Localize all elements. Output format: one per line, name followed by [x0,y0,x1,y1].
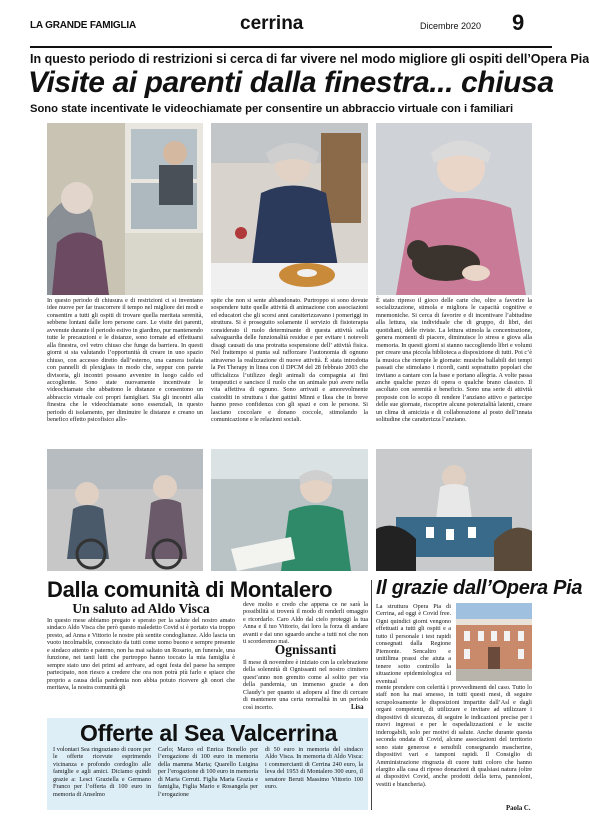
publication-name: LA GRANDE FAMIGLIA [30,20,137,31]
operapia-text-wrap: La struttura Opera Pia di Cerrina, ad oggi è Covid free. Ogni quindici giorni vengono effettuati a tutti gli ospiti e a tutto il personale i test rapidi consegnati dalla Regione Piemonte. Sencaltro e unitilima prassi che aiuta a tenere sotto controllo la situazione epidemiologica ed eventual [376,603,451,685]
page-number: 9 [512,10,525,35]
article-kicker: In questo periodo di restrizioni si cerca di far vivere nel modo migliore gli ospiti dell’Opera Pia [30,52,589,66]
article-deck: Sono state incentivate le videochiamate per consentire un abbraccio virtuale con i familiari [30,103,514,115]
offerte-column-1: I volontari Sea ringraziano di cuore per le offerte ricevute esprimendo vicinanza e profondo cordoglio alle famiglie e agli amici. Diciamo quindi grazie a: Lesci Graziella e Germano Franco per l’offerta di 100 euro in memoria di Anselmo [53,746,151,798]
header-rule [30,46,552,48]
operapia-signature: Paola C. [506,805,531,812]
ognissanti-text: Il mese di novembre è iniziato con la celebrazione della solennità di Ognissanti nel nostro cimitero quest’anno non gremito come al solito per via della pandemia, un immenso grazie a don Claudy’s per quanto si adopera al fine di cercare di mantenere una certa normalità in un periodo così incerto. [243,659,368,711]
card-game-photo [376,449,532,571]
window-visit-photo [47,123,203,295]
operapia-text: mente prendere con celerità i provvedimenti del caso. Tutto lo staff non ha mai smesso, in tutti questi mesi, di seguire scrupolosamente le disposizioni impartite dall’Asl e dagli organi competenti, di utilizzare e invitare ad utilizzare i dispositivi di sicurezza, di seguire le indicazioni precise per i nuovi ingressi e per le ospedalizzazioni e le uscite inderogabili, solo per motivi di salute. Anche durante questa seconda ondata di Covid, alcune associazioni del territorio sono state generose e sensibili consegnando mascherine, dispositivi vari e tamponi rapidi. Il Consiglio di Amministrazione ringrazia di cuore tutti coloro che hanno elargito alla casa di riposo donazioni di qualsiasi natura (oltre ai dispositivi Covid, anche prodotti della terra, pannoloni, vestiti e biancheria). [376,684,532,788]
montalero-subtitle: Un saluto ad Aldo Visca [72,601,210,616]
offerte-column-3: di 50 euro in memoria del sindaco Aldo Visca. In memoria di Aldo Visca: i commercianti di Cerrina 240 euro, la leva del 1953 di Montalero 300 euro, il senatore Beruti Massimo Vittorio 100 euro. [265,746,363,791]
offerte-title: Offerte al Sea Valcerrina [80,720,338,746]
woman-with-cat-photo [376,123,532,295]
town-name: cerrina [240,13,304,34]
residents-wheelchairs-photo [47,449,203,571]
column-rule [371,580,372,810]
montalero-signature: Lisa [351,704,364,711]
issue-date: Dicembre 2020 [420,21,482,31]
article-column-2: spite che non si sente abbandonato. Purtroppo si sono dovute sospendere tutte quelle attività di animazione con associazioni ed educatori che gli scorsi anni caratterizzavano i pomeriggi in struttura. Si è proseguito solamente il servizio di fisioterapia considerato il ruolo determinante di questa attività sulla salvaguardia delle funzionalità residue e per evitare i notevoli disagi causati da una protratta sospensione dell’ attività fisica. Nel frattempo si punta sul rafforzare l’autonomia di ognuno attraverso la realizzazione di nuove attività. È stata introdotta la Pet Therapy in linea con il DPCM del 28 febbraio 2003 che ufficializza l’utilizzo degli animali da compagnia ai fini terapeutici e sancisce il ruolo che un animale può avere nella vita affettiva di ognuno. Sono arrivati e amorevolmente custoditi in struttura i due gattini Minni e Ikea che in breve hanno preso confidenza con gli spazi e con le persone. Si lasciano coccolare e donano coccole, stimolando la comunicazione e le relazioni sociali. [211,297,368,424]
montalero-section-title: Dalla comunità di Montalero [47,577,333,602]
operapia-title: Il grazie dall’Opera Pia [376,577,583,599]
montalero-column-1: In questo mese abbiamo pregato e sperato per la salute del nostro amato sindaco Aldo Visca che però questo maledetto Covid si è portato via troppo presto, ad Anna e Vittorio le nostre più sentite condoglianze. Aldo lascia un vuoto incolmabile, conosciuto da tutti come uomo buono e sempre presente e sindaco attento e paterno, non ha mai saltato un Rosario, un funerale, una funzione, nei tanti lutti che purtroppo hanno toccato la mia famiglia è sempre stato uno dei primi ad arrivare, ad ogni festa del paese ha sempre partecipato, non riesco a credere che ora non potrà più farlo e spiace che proprio a causa della pandemia non abbia potuto ricevere gli onori che meritava, la nostra comunità gli [47,617,235,692]
woman-reading-photo [211,449,368,571]
article-headline: Visite ai parenti dalla finestra... chiusa [28,66,554,99]
article-column-1: In questo periodo di chiusura e di restrizioni ci si inventano idee nuove per far trascorrere il tempo nel migliore dei modi e consentire a tutti gli ospiti di trovare quella meritata serenità, sebbene lontani dalle loro persone care. Le visite dei parenti, avvenute durante il periodo estivo in giardino, pur mantenendo tutte le precauzioni e le distanze, sono tornate ad effettuarsi alla finestra, ovl vetro chiuso che funge da barriera. In questi giorni si sta valutando l’opportunità di creare in uno spazio chiuso, con accesso diretto dall’esterno, una camera isolata con pannelli di plexiglass in modo che, seppur con parete divisoria, gli incontri possano avvenire in luogo caldo ed accogliente. Sono state nuovamente incentivate le videochiamate che abbattono le distanze e consentono un abbraccio virtuale coi propri famigliari. Sia gli incontri alla finestra che le videochiamate sono essenziali, in questo periodo di isolamento, per diminuire le distanze e creano un benefico effetto psicofisico allo- [47,297,203,424]
ognissanti-title: Ognissanti [274,642,337,657]
woman-with-cake-photo [211,123,368,295]
article-column-3: È stato ripreso il gioco delle carte che, oltre a favorire la socializzazione, stimola e migliora le capacità cognitive e mnemoniche. Si cerca di favorire e di incentivare l’abitudine alla lettura, sia individuale che di gruppo, di libri, dei quotidiani, delle riviste. La lettura stimola la concentrazione, genera momenti di piacere, diminuisce lo stress e giova alla memoria. In questi giorni si stanno raccogliendo libri e volumi per creare una piccola biblioteca a disposizione di tutti. Poi c’è la musica che riempie le giornate: musiche ballabili dei tempi passati che stimolano i ricordi, canti soprattutto popolari che invitano a cantare con la base e portano allegria. A volte passa anche qualche pezzo di opera o qualche brano classico. Il ascoltato con serenità e beneficio. Sono una serie di attività proposte con lo scopo di rendere l’anziano attivo e partecipe delle sue giornate, riscoprire alcune potenzialità latenti, creare un clima di amicizia e di collaborazione al posto dell’innata solitudine che caratterizza l’anziano. [376,297,532,424]
montalero-column-2: deve molto e credo che appena ce ne sarà la possibilità si troverà il modo di renderli omaggio e ricordarlo. Caro Aldo dal cielo proteggi la tua Anna e il tuo Vittorio, dai loro la forza di andare avanti e dai uno sguardo anche a tutti noi che non ti scorderemo mai. [243,601,368,646]
offerte-column-2: Carlo; Marco ed Enrica Bonello per l’erogazione di 100 euro in memoria della mamma Maria; Quarello Luigina per l’erogazione di 100 euro in memoria di Maria Cerruti. Figlia Maria Grazia e famiglia, Figlia Mario e Rosangela per l’erogazione [158,746,258,798]
opera-pia-building-photo [456,603,532,681]
